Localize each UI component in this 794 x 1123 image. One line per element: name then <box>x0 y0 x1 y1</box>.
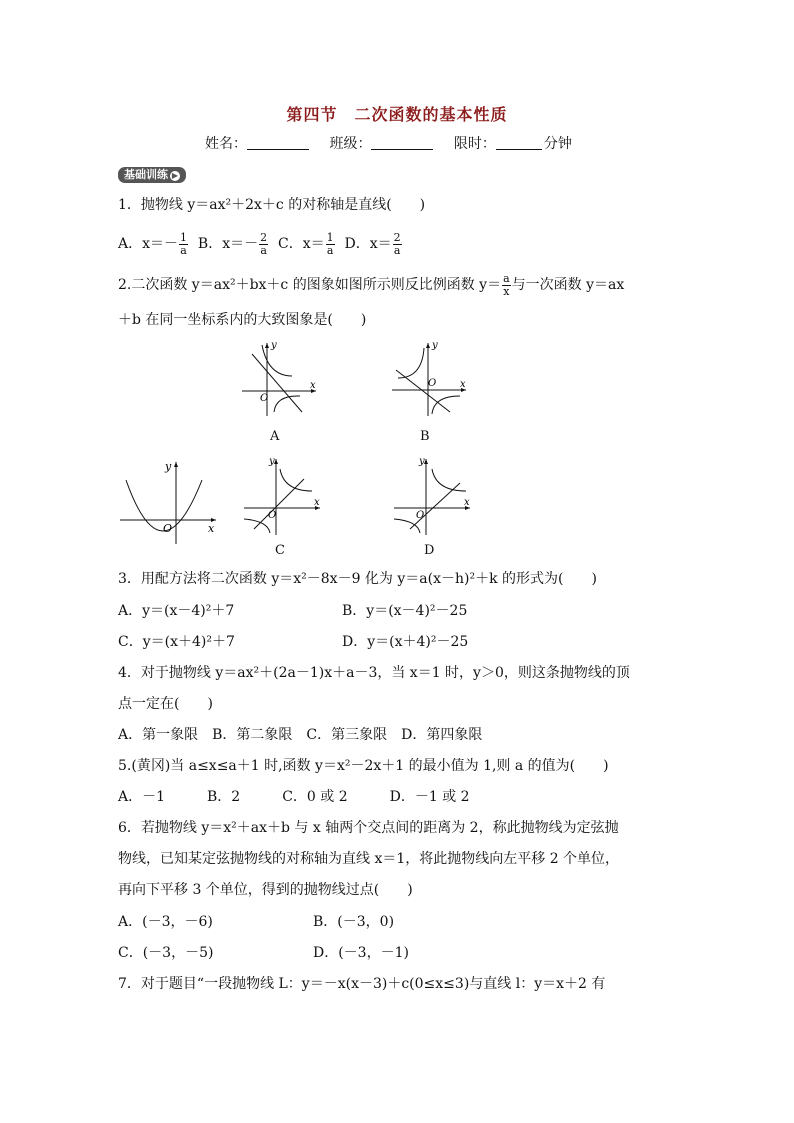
graph-option-b <box>388 340 470 420</box>
q6-option-d: D．(－3，－1) <box>313 945 409 961</box>
arrow-right-icon: ▶ <box>171 171 179 180</box>
time-limit-label: 限时： <box>453 136 496 152</box>
question-6-stem: 6．若抛物线 y＝x²＋ax＋b 与 x 轴两个交点间的距离为 2，称此抛物线为定弦抛 <box>118 820 619 836</box>
name-field[interactable] <box>247 135 309 150</box>
q1-option-d: D．x＝ $\frac{2}{a}$ <box>344 230 401 257</box>
q3-option-c: C．y＝(x＋4)²＋7 <box>118 634 235 650</box>
question-4-stem: 4．对于抛物线 y＝ax²＋(2a－1)x＋a－3，当 x＝1 时，y＞0，则这条抛物线的顶 <box>118 665 630 681</box>
q6-option-a: A．(－3，－6) <box>118 914 213 930</box>
q3-option-a: A．y＝(x－4)²＋7 <box>118 603 235 619</box>
graph-a-label: A <box>270 429 280 444</box>
graph-d-y-label: y <box>419 456 425 467</box>
q3-option-b: B．y＝(x－4)²－25 <box>342 603 468 619</box>
question-5-options: A．－1 B．2 C．0 或 2 D．－1 或 2 <box>118 789 470 805</box>
graph-c-x-label: x <box>314 497 320 508</box>
class-field[interactable] <box>371 135 433 150</box>
q1-option-a: A．x＝－ $\frac{1}{a}$ <box>118 230 188 257</box>
graph-d-origin-label: O <box>416 510 425 521</box>
question-7-stem: 7．对于题目“一段抛物线 L：y＝－x(x－3)＋c(0≤x≤3)与直线 l：y＝x＋2 有 <box>118 976 606 992</box>
parabola-origin-label: O <box>163 522 173 535</box>
question-3-stem: 3．用配方法将二次函数 y＝x²－8x－9 化为 y＝a(x－h)²＋k 的形式为( ) <box>118 571 597 587</box>
q1-option-b: B．x＝－ $\frac{2}{a}$ <box>197 230 268 257</box>
question-4-stem-line2: 点一定在( ) <box>118 696 213 712</box>
student-info-row <box>205 133 572 153</box>
graph-b-label: B <box>420 429 430 444</box>
graph-a-x-label: x <box>310 380 316 391</box>
minutes-label: 分钟 <box>543 136 572 152</box>
name-label: 姓名： <box>205 136 247 152</box>
time-limit-field[interactable] <box>496 135 542 150</box>
section-badge <box>118 167 186 183</box>
graph-c-label: C <box>275 543 285 558</box>
parabola-y-label: y <box>165 460 172 473</box>
graph-option-a <box>238 340 320 420</box>
page-title: 第四节 二次函数的基本性质 <box>286 105 508 124</box>
question-4-options: A．第一象限 B．第二象限 C．第三象限 D．第四象限 <box>118 727 483 743</box>
graph-option-c <box>240 455 324 539</box>
graph-b-origin-label: O <box>428 378 437 389</box>
q3-option-d: D．y＝(x＋4)²－25 <box>342 634 469 650</box>
parabola-x-label: x <box>208 522 215 535</box>
question-1-stem: 1．抛物线 y＝ax²＋2x＋c 的对称轴是直线( ) <box>118 197 426 213</box>
question-2-stem-line2: ＋b 在同一坐标系内的大致图象是( ) <box>118 312 367 328</box>
class-label: 班级： <box>329 136 372 152</box>
question-6-stem-line3: 再向下平移 3 个单位，得到的抛物线过点( ) <box>118 882 413 898</box>
graph-d-x-label: x <box>464 497 470 508</box>
graph-b-y-label: y <box>432 340 438 351</box>
q6-option-b: B．(－3，0) <box>313 914 395 930</box>
question-6-stem-line2: 物线，已知某定弦抛物线的对称轴为直线 x＝1，将此抛物线向左平移 2 个单位， <box>118 851 620 867</box>
question-5-stem: 5.(黄冈)当 a≤x≤a＋1 时,函数 y＝x²－2x＋1 的最小值为 1,则 a 的值为( ) <box>118 758 609 774</box>
section-badge-label: 基础训练 <box>124 168 168 181</box>
q6-option-c: C．(－3，－5) <box>118 945 214 961</box>
graph-a-y-label: y <box>271 340 277 351</box>
question-1-options <box>118 226 403 262</box>
parabola-graph <box>118 456 220 546</box>
graph-b-x-label: x <box>460 379 466 390</box>
graph-c-origin-label: O <box>268 510 277 521</box>
q1-option-c: C．x＝ $\frac{1}{a}$ <box>278 230 334 257</box>
graph-a-origin-label: O <box>260 393 269 404</box>
graph-d-label: D <box>424 543 435 558</box>
graph-c-y-label: y <box>269 456 275 467</box>
question-2-stem: 2.二次函数 y＝ax²＋bx＋c 的图象如图所示则反比例函数 y＝ $\frac{a}{x}$ 与一次函数 y＝ax <box>118 271 625 298</box>
graph-option-d <box>390 455 474 539</box>
